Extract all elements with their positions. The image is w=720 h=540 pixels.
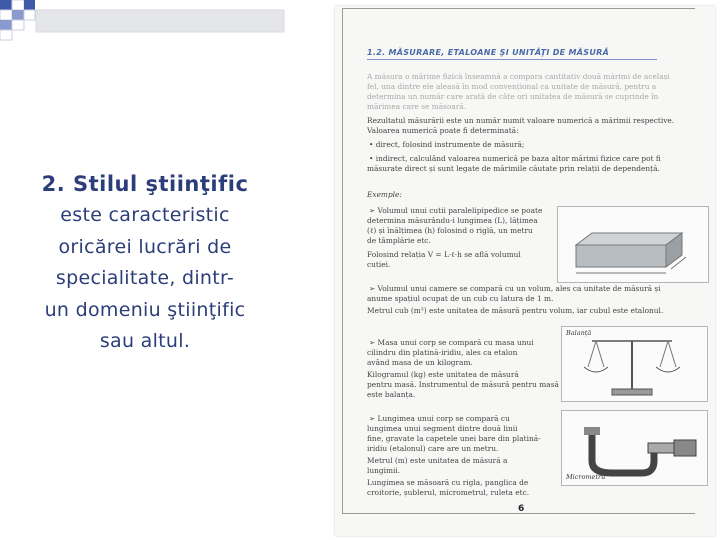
box-illustration — [558, 207, 708, 282]
page-text-line: A măsura o mărime fizică înseamnă a compara cantitativ două mărimi de același — [367, 72, 670, 81]
page-text-line: Folosind relația V = L·ℓ·h se află volumul — [367, 250, 521, 259]
page-text-line: având masa de un kilogram. — [367, 358, 473, 367]
page-text-line: pentru masă. Instrumentul de măsură pentru masă — [367, 380, 559, 389]
page-title: 1.2. MĂSURARE, ETALOANE ŞI UNITĂŢI DE MĂSURĂ — [367, 48, 610, 57]
page-number: 6 — [518, 504, 525, 514]
title-rule — [367, 59, 657, 60]
balance-figure — [561, 326, 708, 402]
slide-body-line: este caracteristic — [60, 204, 230, 226]
page-text-line: mărimea care se măsoară. — [367, 102, 467, 111]
slide-body-line: sau altul. — [99, 330, 191, 352]
page-text-line: Valoarea numerică poate fi determinată: — [367, 126, 519, 135]
page-text-line: ➢ Volumul unui camere se compară cu un volum, ales ca unitate de măsură și — [369, 284, 661, 293]
page-text-line: croitorie, șublerul, micrometrul, ruleta etc. — [367, 488, 530, 497]
figure-caption: Micrometru — [566, 473, 606, 481]
corner-decoration — [0, 0, 290, 44]
page-text-line: Kilogramul (kg) este unitatea de măsură — [367, 370, 519, 379]
page-text-line: cilindru din platină-iridiu, ales ca etalon — [367, 348, 518, 357]
slide-body-line: specialitate, dintr- — [55, 267, 235, 289]
page-text-line: iridiu (etalonul) care are un metru. — [367, 444, 499, 453]
micrometer-figure — [561, 410, 708, 486]
page-text-line: cutiei. — [367, 260, 391, 269]
page-text-line: lungimea unui segment dintre două linii — [367, 424, 518, 433]
page-text-line: • direct, folosind instrumente de măsură; — [369, 140, 525, 149]
page-text-line: Metrul (m) este unitatea de măsură a — [367, 456, 508, 465]
page-text-line: fel, una dintre ele aleasă în mod convențional ca unitate de măsură, pentru a — [367, 82, 657, 91]
page-text-line: determina un număr care arată de câte ori unitatea de măsură se cuprinde în — [367, 92, 659, 101]
page-text-line: ➢ Volumul unui cutii paralelipipedice se poate — [369, 206, 543, 215]
box-figure — [557, 206, 709, 283]
page-text-line: Exemple: — [367, 190, 402, 199]
slide-body-line: oricărei lucrări de — [58, 235, 232, 258]
page-text-line: Lungimea se măsoară cu rigla, panglica de — [367, 478, 529, 487]
slide-body-line: un domeniu ştiinţific — [44, 298, 246, 321]
scanned-page — [335, 6, 715, 536]
page-text-line: lungimii. — [367, 466, 401, 475]
slide-text-block — [0, 168, 290, 358]
page-text-line: fine, gravate la capetele unei bare din platină- — [367, 434, 541, 443]
page-text-line: Rezultatul măsurării este un număr numit valoare numerică a mărimii respective. — [367, 116, 675, 125]
balance-illustration — [562, 327, 707, 401]
page-text-line: anume spațiul ocupat de un cub cu latura de 1 m. — [367, 294, 554, 303]
page-text-line: ➢ Lungimea unui corp se compară cu — [369, 414, 510, 423]
page-text-line: este balanța. — [367, 390, 416, 399]
page-text-line: măsurate direct și sunt legate de mărimile căutate prin relații de dependență. — [367, 164, 660, 173]
figure-caption: Balanță — [566, 329, 592, 337]
page-text-line: determina măsurându-i lungimea (L), lățimea — [367, 216, 538, 225]
page-text-line: ➢ Masa unui corp se compară cu masa unui — [369, 338, 534, 347]
page-text-line: Metrul cub (m³) este unitatea de măsură pentru volum, iar cubul este etalonul. — [367, 306, 664, 315]
page-text-line: • indirect, calculând valoarea numerică pe baza altor mărimi fizice care pot fi — [369, 154, 661, 163]
page-text-line: de tâmplărie etc. — [367, 236, 431, 245]
page-text-line: (ℓ) și înălțimea (h) folosind o riglă, un metru — [367, 226, 533, 235]
slide-heading: 2. Stilul ştiinţific — [41, 172, 249, 196]
